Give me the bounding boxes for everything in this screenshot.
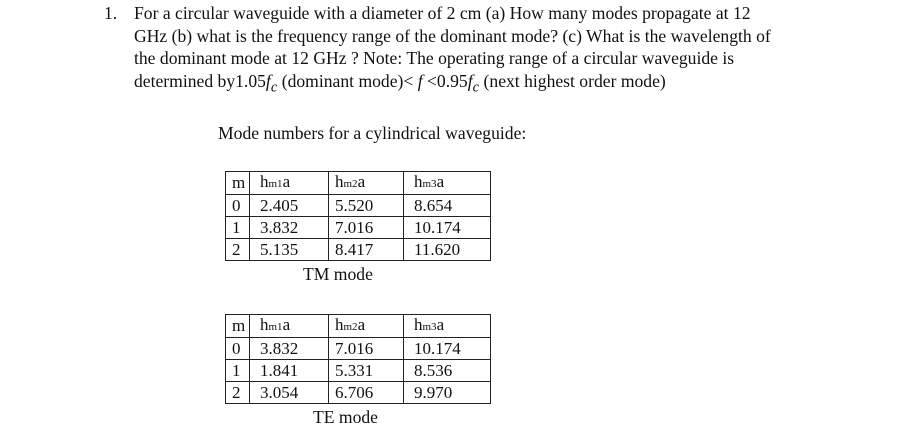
cell-value: 5.331: [329, 360, 404, 382]
fc-symbol: f: [265, 70, 271, 91]
header-hm2a: [329, 172, 404, 195]
header-h-char: h: [260, 172, 269, 191]
cell-m: 0: [226, 338, 250, 360]
header-mn-subscript: m3: [422, 178, 437, 190]
question-block: [104, 2, 904, 99]
question-line-2: GHz (b) what is the frequency range of the dominant mode? (c) What is the wavelength of: [134, 25, 771, 46]
header-h-char: h: [335, 172, 344, 191]
header-m: m: [226, 172, 250, 195]
cell-value: 8.536: [404, 360, 491, 382]
header-h-char: h: [414, 172, 423, 191]
fc-subscript-2: c: [472, 79, 480, 96]
cell-value: 9.970: [404, 382, 491, 404]
cell-value: 7.016: [329, 217, 404, 239]
table-row: [226, 239, 491, 261]
cell-m: 1: [226, 217, 250, 239]
question-text: [134, 2, 904, 99]
cell-value: 3.832: [250, 217, 329, 239]
header-hm3a: [404, 315, 491, 338]
cell-value: 10.174: [404, 217, 491, 239]
table-caption: Mode numbers for a cylindrical waveguide:: [218, 123, 527, 143]
table-row: [226, 382, 491, 404]
header-a-char: a: [357, 172, 366, 191]
header-hm1a: [250, 315, 329, 338]
header-h-char: h: [335, 315, 344, 334]
header-mn-subscript: m1: [268, 178, 283, 190]
table-row: [226, 360, 491, 382]
header-a-char: a: [436, 172, 445, 191]
header-hm1a: [250, 172, 329, 195]
cell-value: 11.620: [404, 239, 491, 261]
header-h-char: h: [260, 315, 269, 334]
fc-subscript: c: [270, 79, 278, 96]
cell-value: 5.135: [250, 239, 329, 261]
cell-value: 2.405: [250, 195, 329, 217]
question-line-1: For a circular waveguide with a diameter of 2 cm (a) How many modes propagate at 12: [134, 3, 751, 23]
header-a-char: a: [282, 315, 291, 334]
cell-value: 6.706: [329, 382, 404, 404]
header-a-char: a: [436, 315, 445, 334]
question-line-4-mid2: <0.95: [422, 70, 468, 91]
tm-mode-label: TM mode: [303, 264, 373, 284]
table-row: [226, 217, 491, 239]
header-a-char: a: [357, 315, 366, 334]
table-row: [226, 338, 491, 360]
question-line-4-mid: (dominant mode)<: [277, 70, 418, 91]
question-number: 1.: [104, 3, 118, 23]
cell-value: 3.832: [250, 338, 329, 360]
cell-value: 10.174: [404, 338, 491, 360]
cell-m: 1: [226, 360, 250, 382]
f-symbol: f: [417, 70, 423, 91]
header-mn-subscript: m1: [268, 321, 283, 333]
header-hm2a: [329, 315, 404, 338]
cell-value: 3.054: [250, 382, 329, 404]
cell-value: 7.016: [329, 338, 404, 360]
question-line-4: [134, 70, 904, 99]
question-line-4-start: determined by1.05: [134, 70, 266, 91]
header-a-char: a: [282, 172, 291, 191]
table-header-row: [226, 315, 491, 338]
cell-m: 2: [226, 239, 250, 261]
te-mode-label: TE mode: [313, 407, 378, 427]
fc-symbol-2: f: [467, 70, 473, 91]
table-header-row: [226, 172, 491, 195]
tm-mode-table: [225, 171, 491, 261]
table-row: [226, 195, 491, 217]
header-h-char: h: [414, 315, 423, 334]
header-hm3a: [404, 172, 491, 195]
cell-value: 1.841: [250, 360, 329, 382]
cell-m: 0: [226, 195, 250, 217]
cell-value: 5.520: [329, 195, 404, 217]
cell-m: 2: [226, 382, 250, 404]
header-mn-subscript: m3: [422, 321, 437, 333]
question-line-4-end: (next highest order mode): [479, 70, 666, 91]
header-mn-subscript: m2: [343, 178, 358, 190]
header-m: m: [226, 315, 250, 338]
te-mode-table: [225, 314, 491, 404]
header-mn-subscript: m2: [343, 321, 358, 333]
cell-value: 8.417: [329, 239, 404, 261]
question-line-3: the dominant mode at 12 GHz ? Note: The operating range of a circular waveguide is: [134, 48, 735, 69]
cell-value: 8.654: [404, 195, 491, 217]
